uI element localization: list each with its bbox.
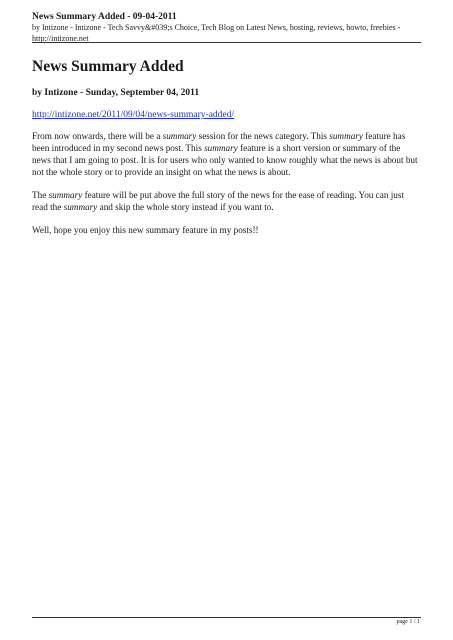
p2-summary-1: summary (48, 190, 83, 200)
p1-text-2: session for the news category. This (196, 131, 330, 141)
p1-summary-3: summary (204, 143, 238, 153)
p2-text-3: and skip the whole story instead if you want to. (97, 202, 274, 212)
footer-divider (32, 617, 421, 618)
article-title: News Summary Added (32, 58, 184, 75)
header-subtitle-line1: by Intizone - Intizone - Tech Savvy&#039;s Choice, Tech Blog on Latest News, hosting, reviews, howto, freebies - (32, 23, 401, 32)
article-body (32, 130, 420, 247)
p2-summary-2: summary (63, 202, 98, 212)
page-header (32, 11, 421, 44)
p2-text-2: feature will be put above the full story of the news for the ease of reading. You can just read the (32, 190, 405, 212)
p2-text-1: The (32, 190, 49, 200)
p1-text-3: feature has been introduced in my second news post. This (32, 131, 406, 153)
p1-summary-1: summary (162, 131, 197, 141)
header-divider (32, 42, 421, 43)
p1-summary-2: summary (329, 131, 363, 141)
header-subtitle-line2: http://intizone.net (32, 33, 89, 43)
paragraph-1 (32, 130, 420, 178)
header-title: News Summary Added - 09-04-2011 (32, 12, 177, 22)
article-permalink-link[interactable]: http://intizone.net/2011/09/04/news-summary-added/ (32, 110, 235, 120)
article-byline: by Intizone - Sunday, September 04, 2011 (32, 88, 200, 98)
header-subtitle (32, 23, 421, 44)
paragraph-2 (32, 189, 420, 213)
paragraph-3: Well, hope you enjoy this new summary feature in my posts!! (32, 225, 259, 235)
p1-text-4: feature is a short version or summary of the news that I am going to post. It is for users who only wanted to know roughly what the news is about but not the whole story or to provide an insight on what the news is about. (32, 143, 418, 177)
page-number: page 1 / 1 (396, 619, 420, 625)
p1-text-1: From now onwards, there will be a (32, 131, 163, 141)
